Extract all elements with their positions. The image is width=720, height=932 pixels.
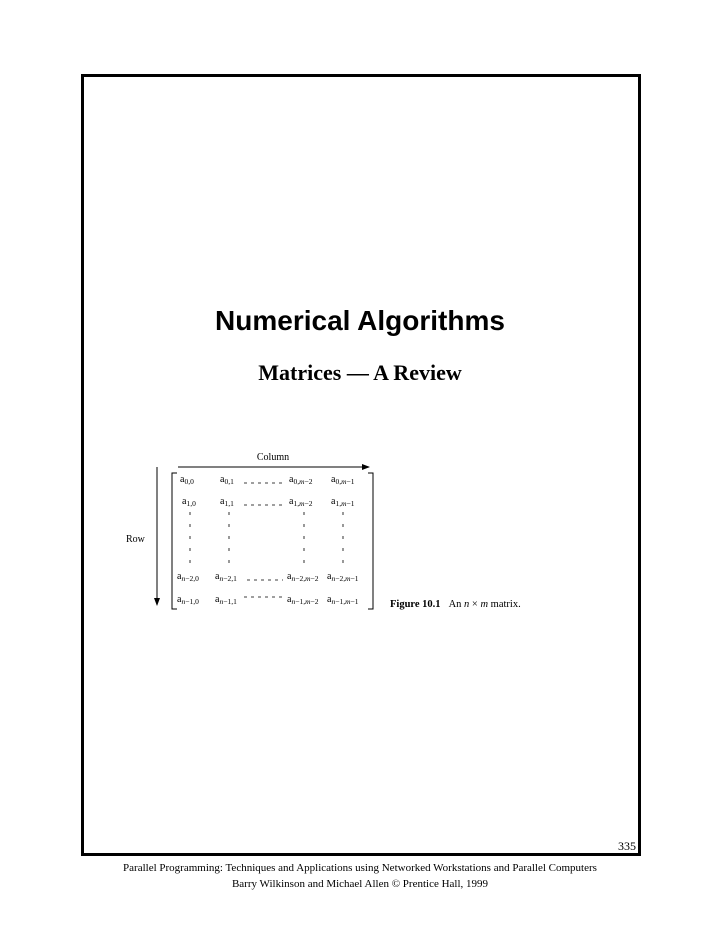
footer-authors: Barry Wilkinson and Michael Allen © Prentice Hall, 1999 [231, 878, 489, 890]
matrix-cell: $a_{0,1}$ [220, 474, 234, 486]
matrix-cell: $a_{n-1,m-1}$ [327, 594, 359, 606]
matrix-cell: $a_{n-1,0}$ [177, 594, 199, 606]
matrix-cell: $a_{n-2,m-2}$ [287, 571, 319, 583]
left-bracket [172, 473, 177, 609]
column-axis-label: Column [256, 452, 290, 463]
horizontal-ellipsis-dashes [244, 483, 283, 597]
row-axis-label: Row [126, 534, 145, 545]
page-number: 335 [618, 839, 636, 853]
matrix-cell: $a_{n-2,m-1}$ [327, 571, 359, 583]
matrix-cell: $a_{n-2,1}$ [215, 571, 237, 583]
matrix-cell: $a_{1,m-1}$ [331, 496, 355, 508]
figure-caption-text: An n × m matrix. [448, 599, 521, 610]
matrix-cell: $a_{1,m-2}$ [289, 496, 313, 508]
matrix-cell: $a_{1,0}$ [182, 496, 196, 508]
matrix-cell: $a_{0,m-2}$ [289, 474, 313, 486]
right-bracket [368, 473, 373, 609]
matrix-cell: $a_{0,0}$ [180, 474, 194, 486]
matrix-cell: $a_{n-1,1}$ [215, 594, 237, 606]
matrix-cell: $a_{1,1}$ [220, 496, 234, 508]
figure-caption-label: Figure 10.1 [390, 599, 441, 610]
page-subtitle: Matrices — A Review [258, 360, 462, 385]
matrix-cell: $a_{0,m-1}$ [331, 474, 355, 486]
footer-book-title: Parallel Programming: Techniques and Applications using Networked Workstations and Parallel Computers [123, 862, 597, 874]
figure-caption [390, 598, 521, 612]
page-title: Numerical Algorithms [215, 305, 505, 336]
matrix-cell: $a_{n-1,m-2}$ [287, 594, 319, 606]
vertical-ellipsis-dashes [190, 512, 343, 566]
matrix-cell: $a_{n-2,0}$ [177, 571, 199, 583]
